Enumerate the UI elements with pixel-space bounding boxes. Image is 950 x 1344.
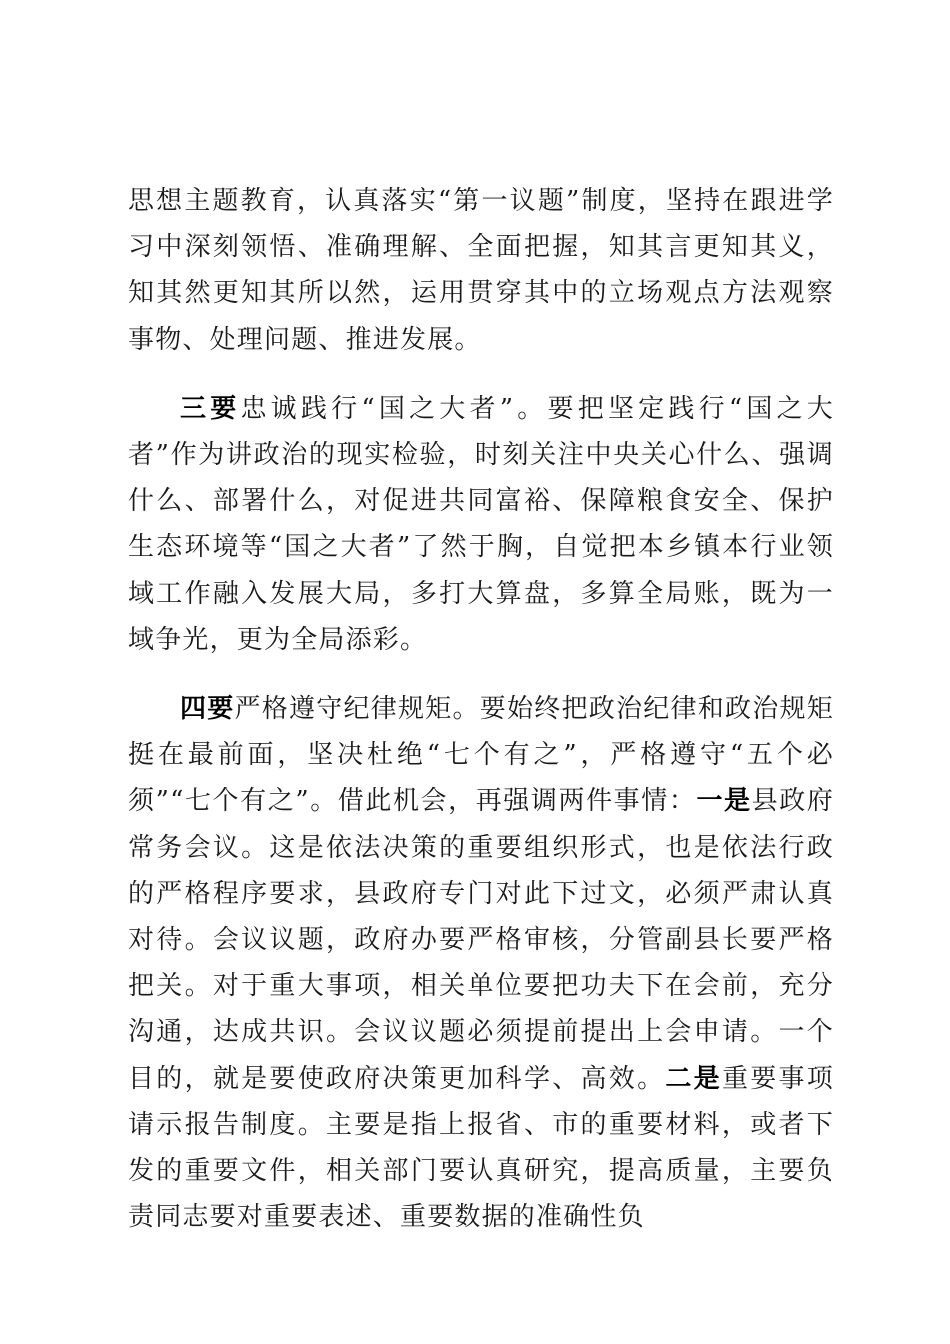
paragraph-2-lead: 三要 xyxy=(180,393,241,424)
paragraph-3-lead: 四要 xyxy=(180,694,235,725)
paragraph-2-text: 忠诚践行“国之大者”。要把坚定践行“国之大者”作为讲政治的现实检验，时刻关注中央关心什么、强调什么、部署什么，对促进共同富裕、保障粮食安全、保护生态环境等“国之大者”了然于胸，自觉把本乡镇本行业领域工作融入发展大局，多打大算盘，多算全局账，既为一域争光，更为全局添彩。 xyxy=(128,393,834,655)
paragraph-3 xyxy=(128,686,834,1240)
document-body xyxy=(128,178,834,1240)
paragraph-3-text-1: 严格遵守纪律规矩。要始终把政治纪律和政治规矩挺在最前面，坚决杜绝“七个有之”，严格遵守“五个必须”“七个有之”。借此机会，再强调两件事情： xyxy=(128,694,835,817)
paragraph-3-text-3: 重要事项请示报告制度。主要是指上报省、市的重要材料，或者下发的重要文件，相关部门要认真研究，提高质量，主要负责同志要对重要表述、重要数据的准确性负 xyxy=(128,1063,834,1233)
paragraph-2 xyxy=(128,386,834,663)
paragraph-1 xyxy=(128,178,834,363)
paragraph-3-point-1: 一是 xyxy=(696,786,752,817)
paragraph-3-point-2: 二是 xyxy=(665,1063,722,1094)
paragraph-3-text-2: 县政府常务会议。这是依法决策的重要组织形式，也是依法行政的严格程序要求，县政府专门对此下过文，必须严肃认真对待。会议议题，政府办要严格审核，分管副县长要严格把关。对于重大事项，相关单位要把功夫下在会前，充分沟通，达成共识。会议议题必须提前提出上会申请。一个目的，就是要使政府决策更加科学、高效。 xyxy=(128,786,835,1094)
paragraph-1-text: 思想主题教育，认真落实“第一议题”制度，坚持在跟进学习中深刻领悟、准确理解、全面把握，知其言更知其义，知其然更知其所以然，运用贯穿其中的立场观点方法观察事物、处理问题、推进发展。 xyxy=(128,186,834,355)
